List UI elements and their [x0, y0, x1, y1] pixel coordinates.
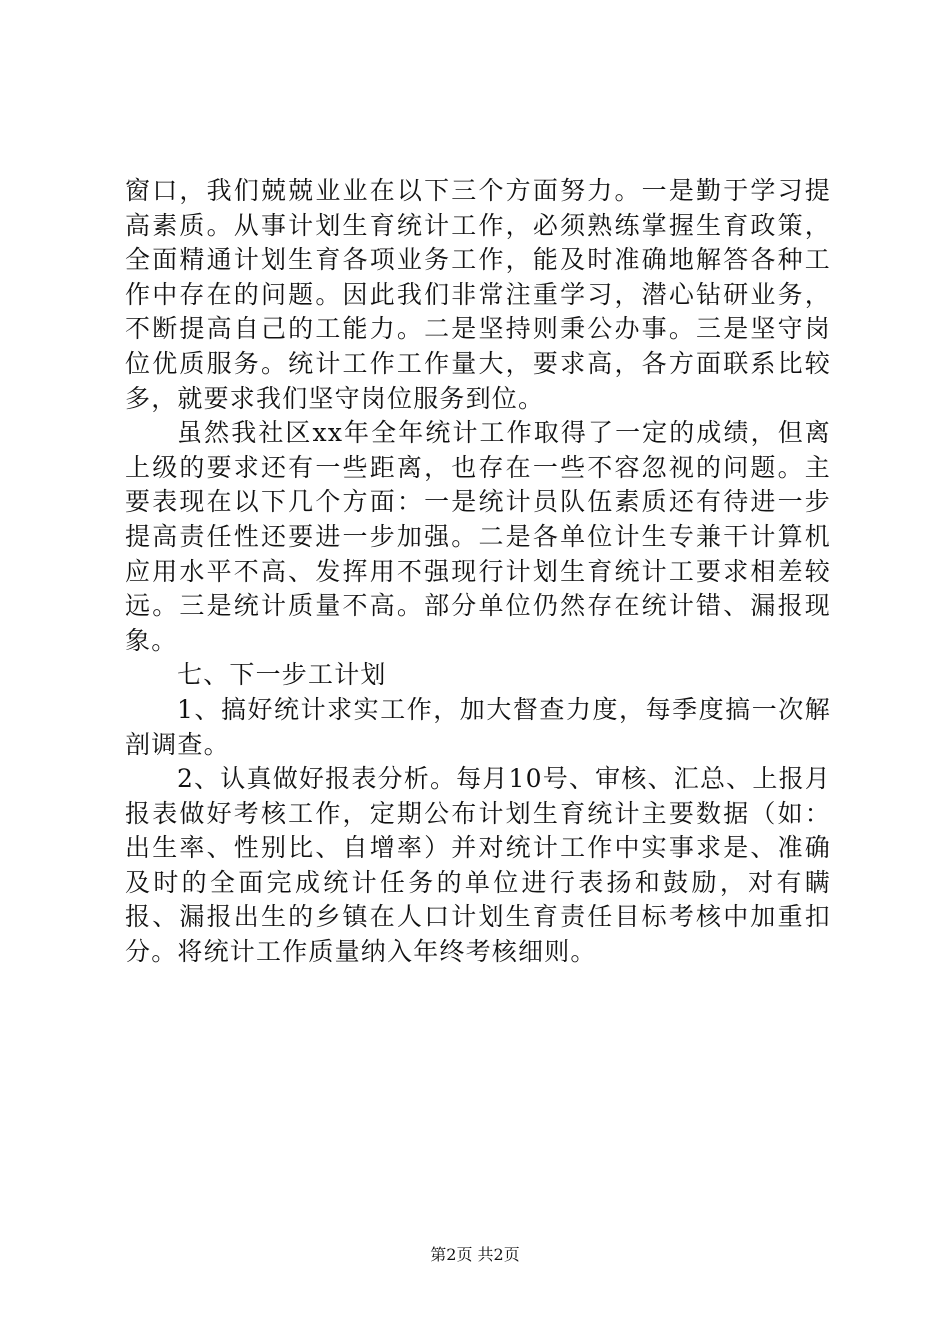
paragraph-problems: 虽然我社区xx年全年统计工作取得了一定的成绩，但离上级的要求还有一些距离，也存在一些不容忽视的问题。主要表现在以下几个方面：一是统计员队伍素质还有待进一步提高责任性还要进一步加强。二是各单位计生专兼干计算机应用水平不高、发挥用不强现行计划生育统计工要求相差较远。三是统计质量不高。部分单位仍然存在统计错、漏报现象。 [125, 418, 831, 655]
plan-item-1: 1、搞好统计求实工作，加大督查力度，每季度搞一次解剖调查。 [125, 694, 831, 759]
page-footer: 第2页 共2页 [430, 1245, 520, 1264]
section-heading-next-plan: 七、下一步工计划 [177, 660, 387, 690]
plan-item-2: 2、认真做好报表分析。每月10号、审核、汇总、上报月报表做好考核工作，定期公布计划生育统计主要数据（如：出生率、性别比、自增率）并对统计工作中实事求是、准确及时的全面完成统计任务的单位进行表扬和鼓励，对有瞒报、漏报出生的乡镇在人口计划生育责任目标考核中加重扣分。将统计工作质量纳入年终考核细则。 [125, 764, 831, 967]
paragraph-continuation: 窗口，我们兢兢业业在以下三个方面努力。一是勤于学习提高素质。从事计划生育统计工作，必须熟练掌握生育政策，全面精通计划生育各项业务工作，能及时准确地解答各种工作中存在的问题。因此我们非常注重学习，潜心钻研业务，不断提高自己的工能力。二是坚持则秉公办事。三是坚守岗位优质服务。统计工作工作量大，要求高，各方面联系比较多，就要求我们坚守岗位服务到位。 [125, 176, 831, 413]
document-body [125, 174, 831, 970]
